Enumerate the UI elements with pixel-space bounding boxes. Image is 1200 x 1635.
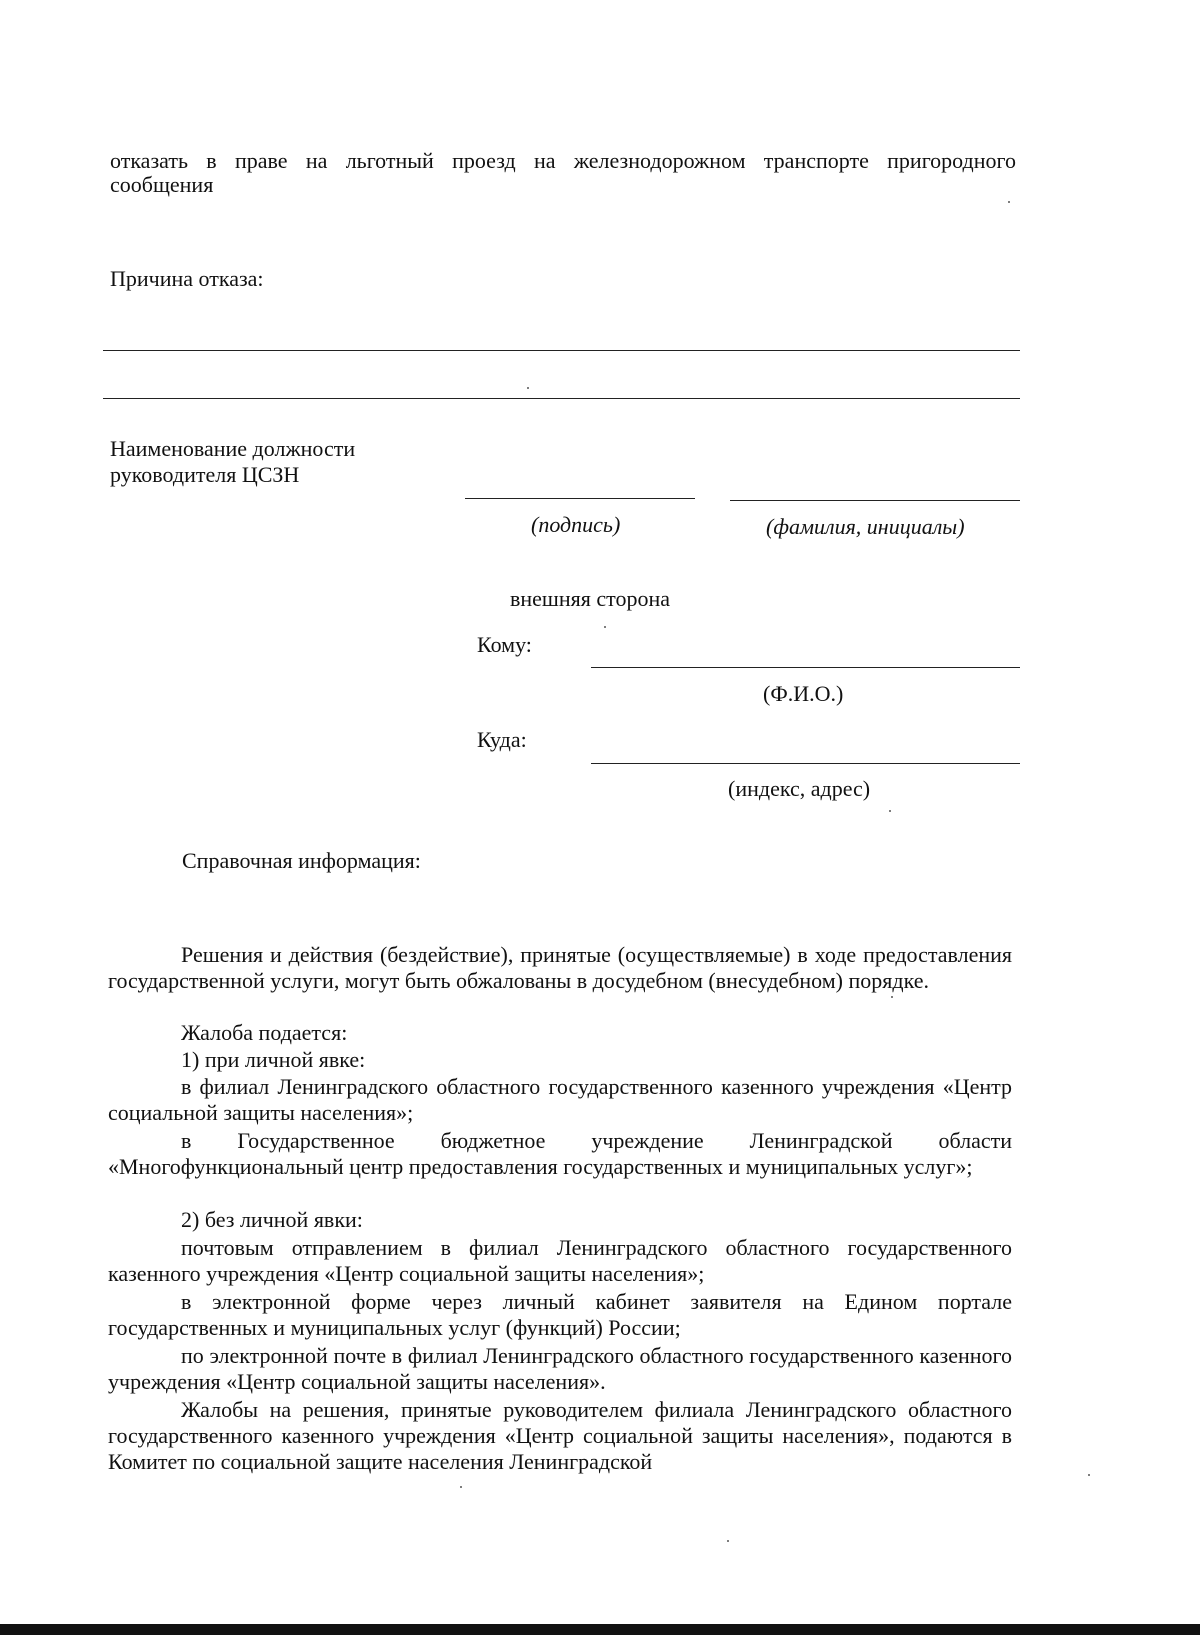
where-line — [591, 763, 1020, 764]
refusal-line-1: отказать в праве на льготный проезд на железнодорожном транспорте пригородного — [110, 148, 1016, 173]
position-title-line-2: руководителя ЦСЗН — [110, 462, 300, 487]
refusal-line-2: сообщения — [110, 172, 214, 197]
position-title-line-1: Наименование должности — [110, 436, 356, 461]
reference-paragraph-3: 1) при личной явке: — [181, 1047, 366, 1072]
to-line — [591, 667, 1020, 668]
where-label: Куда: — [477, 727, 527, 752]
scan-speck — [604, 626, 606, 628]
scan-speck — [727, 1540, 729, 1542]
scan-speck — [1008, 201, 1010, 203]
name-line — [730, 500, 1020, 501]
scan-speck — [460, 1486, 462, 1488]
reference-paragraph-4: в филиал Ленинградского областного государственного казенного учреждения «Центр социальной защиты населения»; — [108, 1074, 1012, 1125]
to-label: Кому: — [477, 632, 532, 657]
reference-paragraph-8: в электронной форме через личный кабинет заявителя на Едином портале государственных и муниципальных услуг (функций) России; — [108, 1289, 1012, 1340]
to-caption: (Ф.И.О.) — [763, 681, 844, 706]
signature-line — [465, 498, 695, 499]
reason-line-1 — [103, 350, 1020, 351]
scan-speck — [889, 810, 891, 812]
scan-speck — [527, 387, 529, 389]
signature-caption: (подпись) — [531, 512, 621, 537]
scan-speck — [891, 996, 893, 998]
reference-paragraph-9: по электронной почте в филиал Ленинградского областного государственного казенного учреждения «Центр социальной защиты населения». — [108, 1343, 1012, 1394]
reference-paragraph-5: в Государственное бюджетное учреждение Ленинградской области «Многофункциональный центр предоставления государственных и муниципальных услуг»; — [108, 1128, 1012, 1179]
reference-paragraph-2: Жалоба подается: — [181, 1020, 348, 1045]
where-caption: (индекс, адрес) — [728, 776, 871, 801]
scan-bottom-edge — [0, 1624, 1200, 1635]
reference-paragraph-7: почтовым отправлением в филиал Ленинградского областного государственного казенного учреждения «Центр социальной защиты населения»; — [108, 1235, 1012, 1286]
reference-paragraph-6: 2) без личной явки: — [181, 1207, 363, 1232]
name-caption: (фамилия, инициалы) — [766, 514, 965, 539]
reference-paragraph-1: Решения и действия (бездействие), принятые (осуществляемые) в ходе предоставления государственной услуги, могут быть обжалованы в досудебном (внесудебном) порядке. — [108, 942, 1012, 993]
reference-paragraph-10: Жалобы на решения, принятые руководителем филиала Ленинградского областного государственного казенного учреждения «Центр социальной защиты населения», подаются в Комитет по социальной защите населения Ленинградской — [108, 1397, 1012, 1474]
reason-line-2 — [103, 398, 1020, 399]
reason-label: Причина отказа: — [110, 266, 264, 291]
scan-speck — [1088, 1474, 1090, 1476]
reference-heading: Справочная информация: — [182, 848, 421, 873]
envelope-heading: внешняя сторона — [510, 586, 671, 611]
